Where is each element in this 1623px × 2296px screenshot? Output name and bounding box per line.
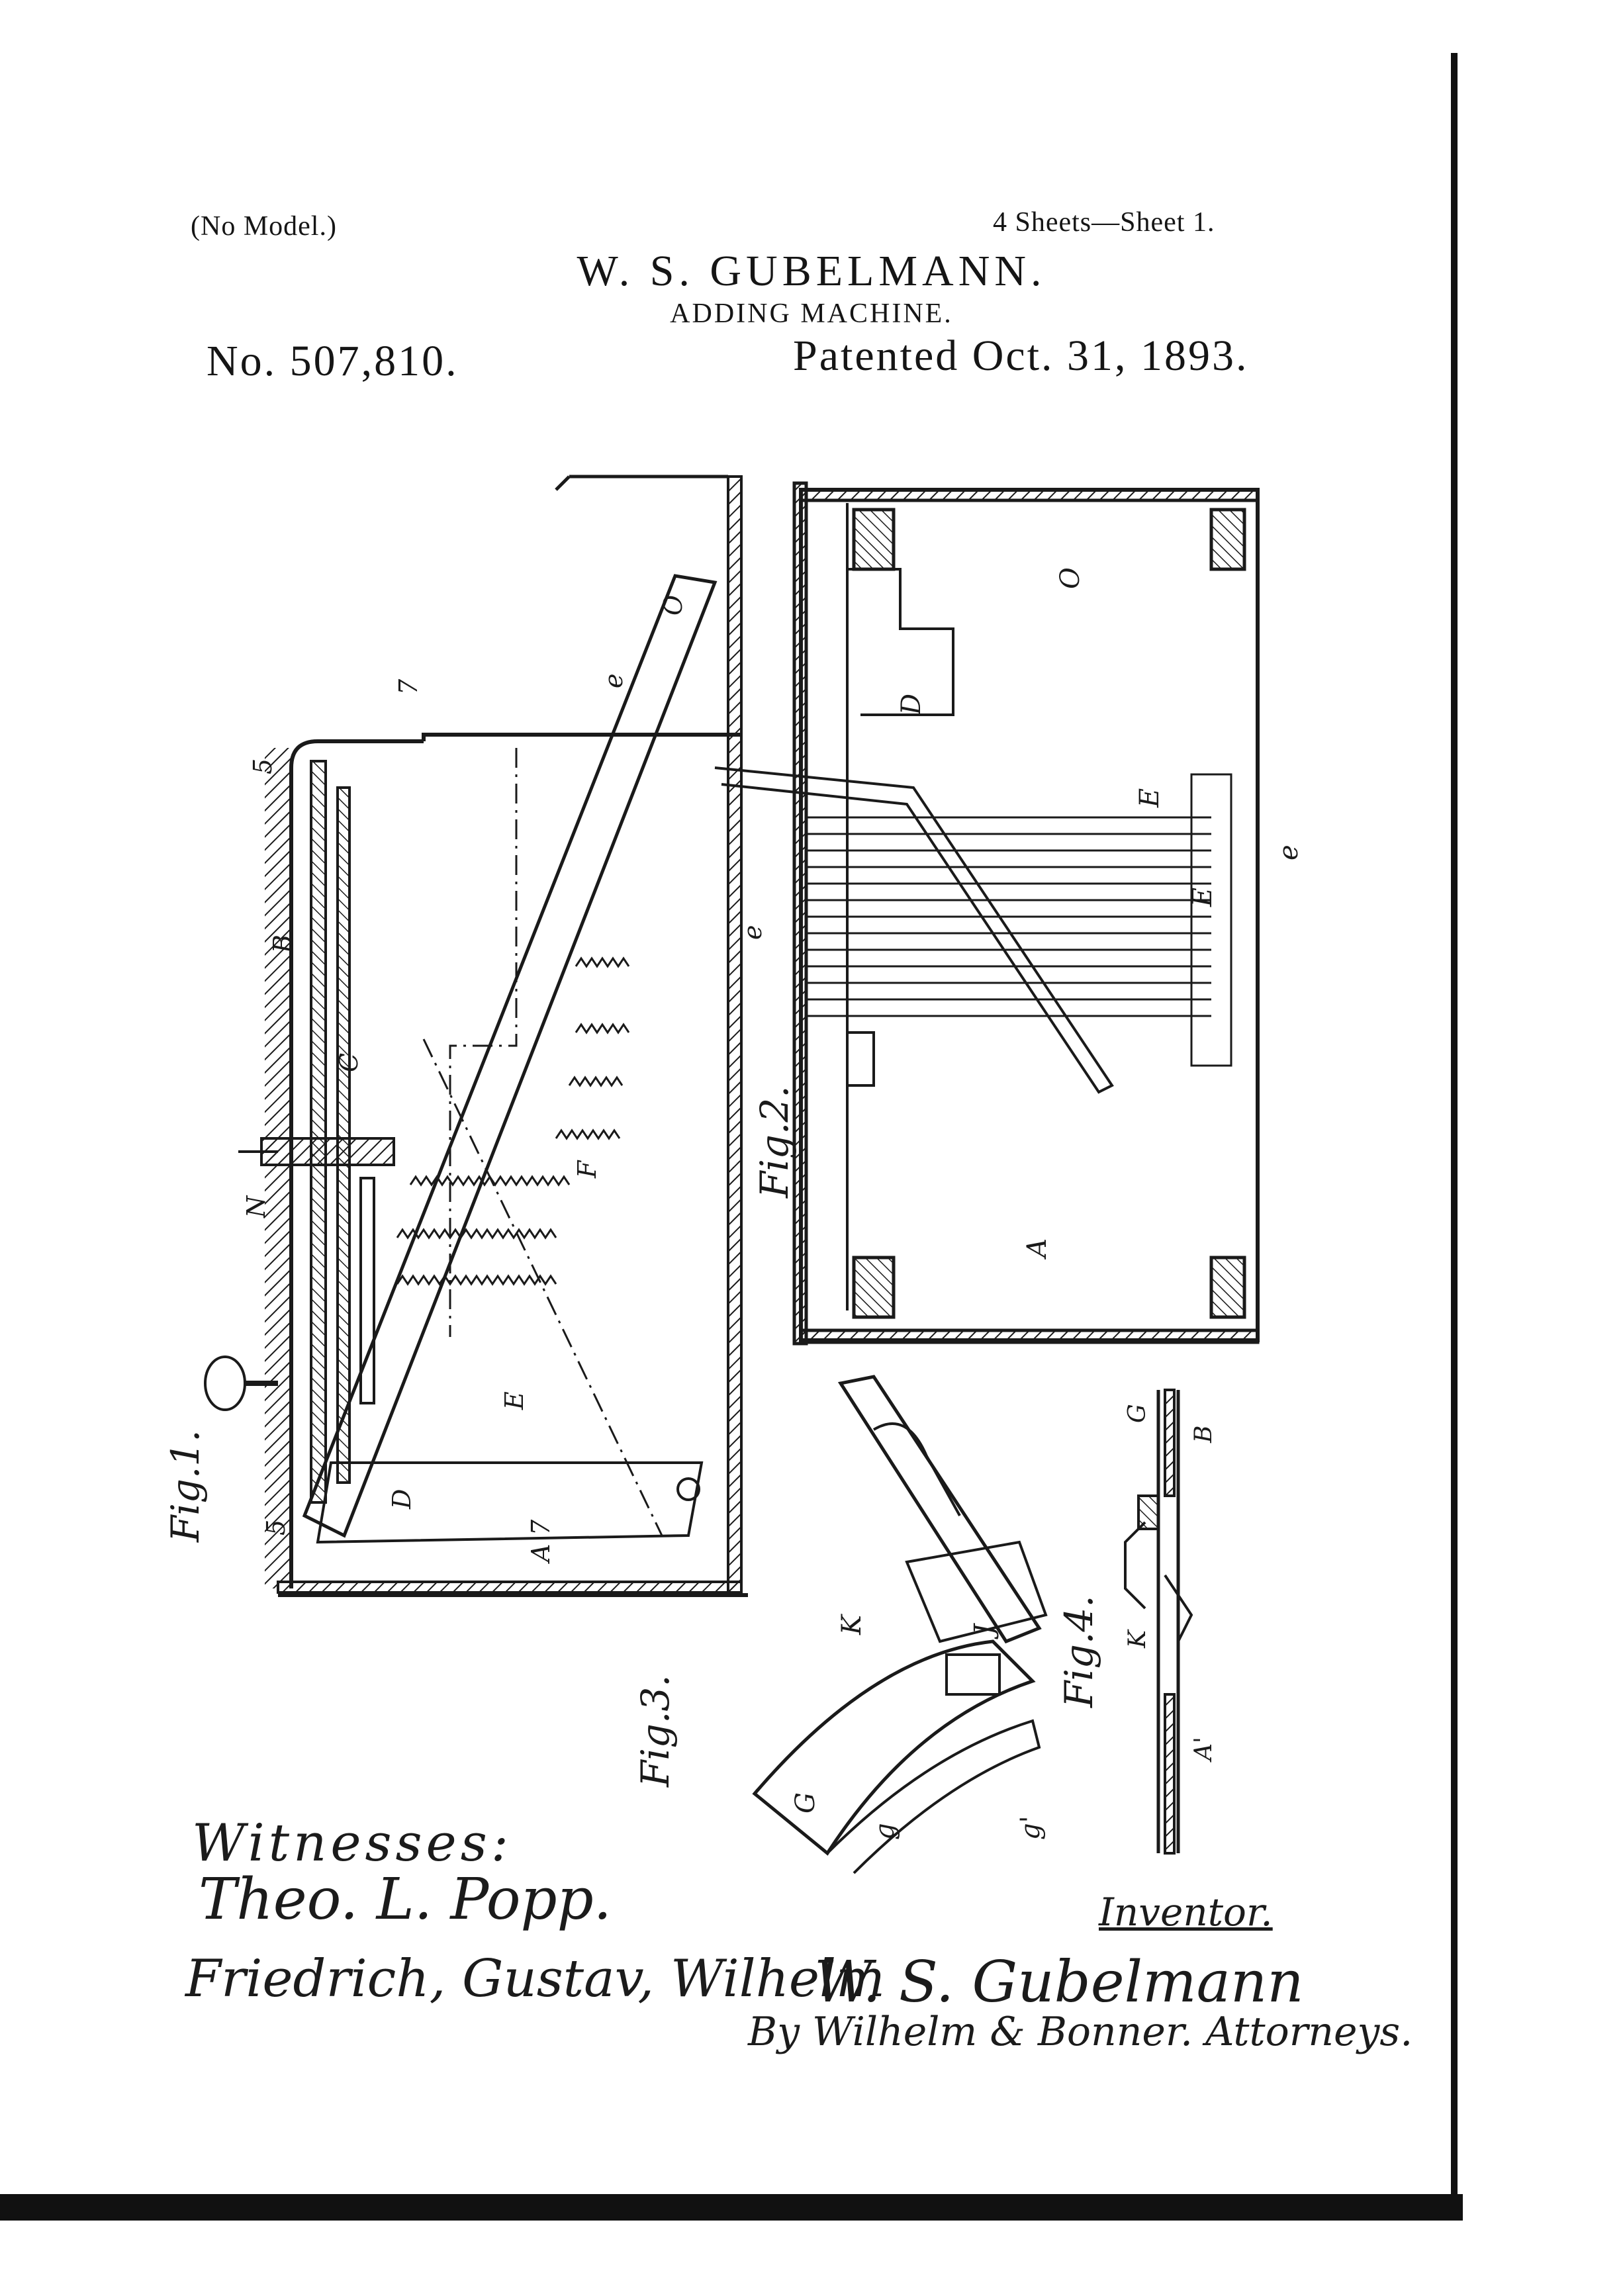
svg-text:B: B: [268, 935, 297, 953]
witnesses-label: Witnesses:: [192, 1814, 513, 1873]
svg-text:E: E: [1135, 788, 1165, 807]
svg-text:e: e: [1274, 845, 1304, 860]
svg-text:K: K: [837, 1615, 867, 1635]
svg-text:g': g': [1015, 1815, 1046, 1840]
svg-text:O: O: [1055, 567, 1086, 589]
figure-2-drawing: [715, 483, 1304, 1344]
svg-text:e: e: [738, 925, 767, 940]
svg-text:e: e: [599, 673, 628, 688]
svg-text:B: B: [1190, 1425, 1217, 1443]
invention-title: ADDING MACHINE.: [670, 298, 953, 329]
patent-date: Patented Oct. 31, 1893.: [793, 332, 1249, 380]
svg-text:5: 5: [261, 1519, 291, 1536]
figure-4-drawing: [1056, 1390, 1217, 1853]
figure-3-drawing: [633, 1377, 1046, 1873]
svg-text:7: 7: [394, 678, 423, 695]
figure-1-drawing: [163, 477, 767, 1595]
svg-text:K: K: [1124, 1630, 1151, 1648]
figure-4-label: Fig.4.: [1056, 1595, 1101, 1708]
inventor-signature: W. S. Gubelmann: [814, 1949, 1304, 2015]
svg-text:7: 7: [526, 1519, 555, 1536]
svg-text:D: D: [896, 693, 927, 715]
svg-text:C: C: [334, 1052, 363, 1072]
patent-number: No. 507,810.: [207, 337, 459, 385]
svg-text:J: J: [969, 1624, 999, 1635]
svg-text:D: D: [387, 1489, 416, 1509]
witness-signature-1: Theo. L. Popp.: [199, 1866, 612, 1933]
witness-signature-2: Friedrich, Gustav, Wilhelm: [185, 1949, 885, 2009]
svg-text:5: 5: [248, 758, 277, 774]
no-model-label: (No Model.): [191, 211, 337, 242]
inventor-label: Inventor.: [1099, 1890, 1273, 1935]
sheet-count: 4 Sheets—Sheet 1.: [993, 207, 1215, 238]
svg-text:A: A: [526, 1543, 555, 1562]
svg-text:G: G: [1124, 1404, 1151, 1423]
svg-text:N: N: [242, 1195, 271, 1218]
svg-text:O: O: [659, 594, 688, 616]
inventor-name: W. S. GUBELMANN.: [577, 247, 1046, 295]
svg-text:A: A: [1022, 1238, 1052, 1258]
right-page-border: [1451, 53, 1458, 2217]
svg-text:g: g: [870, 1823, 900, 1840]
figure-2-label: Fig.2.: [752, 1085, 797, 1198]
figure-1-label: Fig.1.: [163, 1430, 208, 1542]
svg-text:F: F: [573, 1160, 602, 1178]
figure-3-label: Fig.3.: [633, 1675, 678, 1787]
svg-text:A': A': [1190, 1737, 1217, 1761]
attorney-signature: By Wilhelm & Bonner. Attorneys.: [748, 2009, 1413, 2055]
svg-text:G: G: [790, 1792, 821, 1814]
svg-text:E: E: [500, 1391, 529, 1410]
bottom-page-border: [0, 2194, 1463, 2221]
svg-text:E: E: [1187, 887, 1218, 907]
